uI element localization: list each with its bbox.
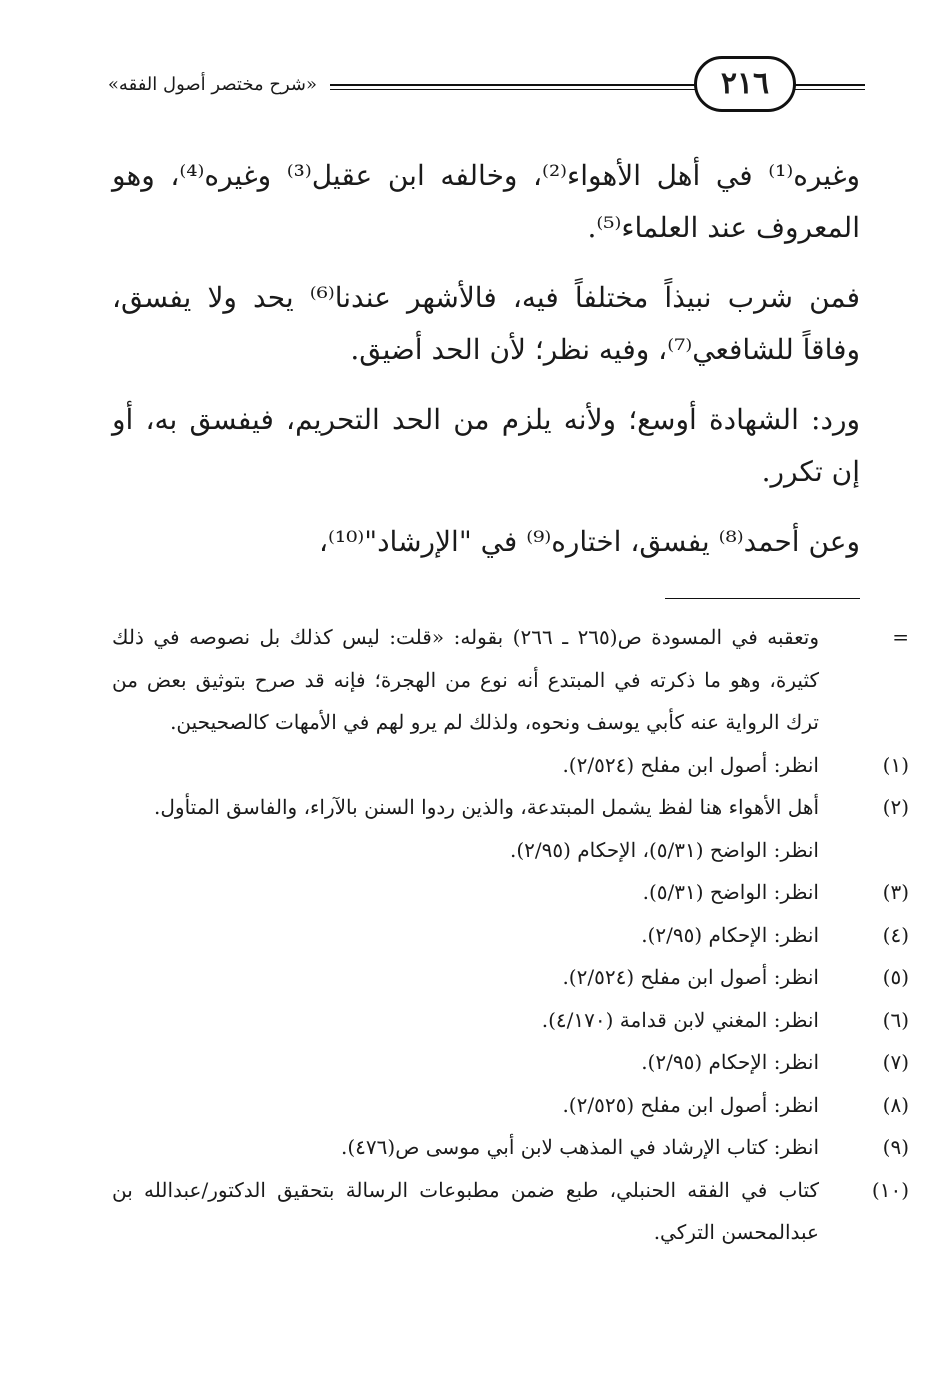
footnote-mark: (٩) (882, 1135, 909, 1159)
footnote-mark: (٤) (882, 922, 909, 947)
footnote-mark: (١٠) (871, 1177, 910, 1202)
paragraph: وعن أحمد⁽⁸⁾ يفسق، اختاره⁽⁹⁾ في "الإرشاد"⁽¹⁰⁾، (318, 525, 860, 558)
footnote-text: انظر: المغني لابن قدامة (٤/١٧٠). (541, 1007, 819, 1032)
footnote-text: وتعقبه في المسودة ص(٢٦٥ ـ ٢٦٦) بقوله: «قلت: ليس كذلك بل نصوصه في ذلك كثيرة، وهو ما ذكرته في المبتدع أنه نوع من الهجرة؛ فإنه قد صرح بتوثيق بعض من ترك الرواية عنه كأبي يوسف ونحوه، ولذلك لم يرو لهم في الأمهات كالصحيحين. (112, 625, 820, 734)
continuation-mark: = (892, 625, 910, 649)
footnote-9 (112, 1126, 909, 1169)
footnote-mark: (٧) (882, 1050, 909, 1074)
footnote-mark: (٢) (882, 795, 909, 819)
footnote-6 (112, 999, 909, 1042)
footnote-text: انظر: أصول ابن مفلح (٢/٥٢٤). (562, 752, 819, 777)
footnote-text: انظر: الإحكام (٢/٩٥). (641, 1050, 819, 1074)
footnote-mark: (٥) (882, 965, 909, 989)
footnote-text: انظر: أصول ابن مفلح (٢/٥٢٥). (562, 1092, 819, 1117)
footnote-separator (665, 598, 860, 599)
footnote-1 (112, 744, 909, 787)
header-rule-left (330, 84, 700, 90)
main-text (112, 150, 860, 586)
paragraph: ورد: الشهادة أوسع؛ ولأنه يلزم من الحد التحريم، فيفسق به، أو إن تكرر. (112, 403, 860, 488)
footnote-text: انظر: كتاب الإرشاد في المذهب لابن أبي موسى ص(٤٧٦). (341, 1135, 819, 1159)
footnote-continuation (112, 616, 910, 744)
footnote-mark: (١) (882, 752, 909, 777)
paragraph: وغيره⁽¹⁾ في أهل الأهواء⁽²⁾، وخالفه ابن عقيل⁽³⁾ وغيره⁽⁴⁾، وهو المعروف عند العلماء⁽⁵⁾. (112, 159, 860, 244)
footnote-mark: (٦) (882, 1007, 909, 1032)
footnote-mark: (٣) (882, 880, 909, 904)
footnote-mark: (٨) (882, 1092, 909, 1117)
footnote-4 (112, 914, 909, 957)
page-number: ٢١٦ (694, 56, 796, 112)
page-header (80, 52, 865, 122)
footnotes (112, 616, 910, 1254)
footnote-text: أهل الأهواء هنا لفظ يشمل المبتدعة، والذين ردوا السنن بالآراء، والفاسق المتأول. (154, 795, 819, 819)
footnote-3 (112, 871, 909, 914)
header-rule-right (792, 84, 865, 90)
footnote-text: كتاب في الفقه الحنبلي، طبع ضمن مطبوعات الرسالة بتحقيق الدكتور/عبدالله بن عبدالمحسن التركي. (112, 1177, 820, 1244)
footnote-text: انظر: الإحكام (٢/٩٥). (641, 922, 819, 947)
footnote-text: انظر: الواضح (٥/٣١). (642, 880, 819, 904)
footnote-2-extra: انظر: الواضح (٥/٣١)، الإحكام (٢/٩٥). (510, 837, 819, 862)
footnote-10 (112, 1169, 910, 1254)
running-title: «شرح مختصر أصول الفقه» (107, 74, 317, 95)
footnote-text: انظر: أصول ابن مفلح (٢/٥٢٤). (562, 965, 819, 989)
footnote-5 (112, 956, 909, 999)
footnote-2 (112, 786, 909, 829)
footnote-8 (112, 1084, 909, 1127)
footnote-7 (112, 1041, 909, 1084)
paragraph: فمن شرب نبيذاً مختلفاً فيه، فالأشهر عندنا⁽⁶⁾ يحد ولا يفسق، وفاقاً للشافعي⁽⁷⁾، وفيه نظر؛ لأن الحد أضيق. (112, 281, 860, 366)
